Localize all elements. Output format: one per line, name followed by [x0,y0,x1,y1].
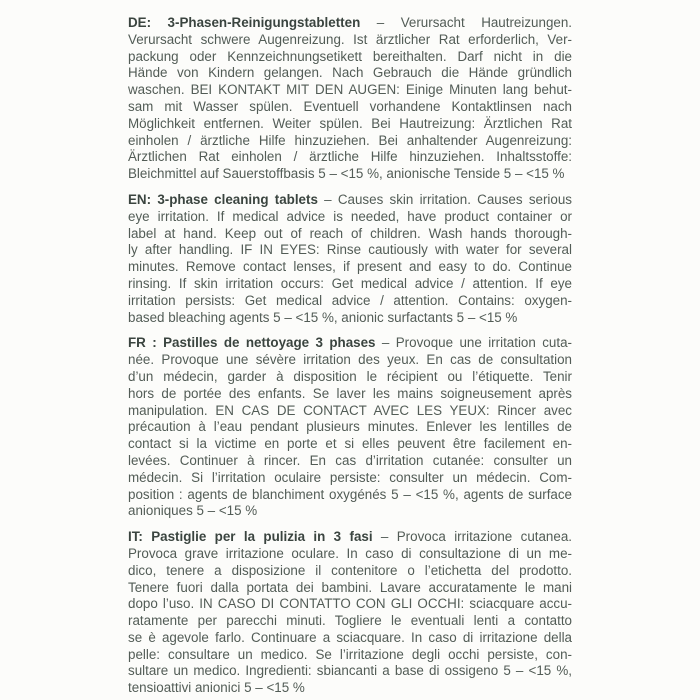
section-en [128,192,572,326]
text-line: DE: 3-Phasen-Reinigungstabletten – Verursacht Hautreizungen. [128,15,573,30]
text-line: contact si la victime en porte et si elles peuvent être facilement en- [128,436,572,452]
text-line: Verursacht schwere Augenreizung. Ist ärztlicher Rat erforderlich, Ver- [128,31,572,47]
text-line: sultare un medico. Ingredienti: sbiancanti a base di ossigeno 5 – <15 %, [128,663,572,679]
text-line: einholen / ärztliche Hilfe hinzuziehen. Bei anhaltender Augenreizung: [128,132,572,148]
label-text-column [128,15,572,700]
text-line: label at hand. Keep out of reach of children. Wash hands thorough- [128,225,572,241]
text-line: minutes. Remove contact lenses, if present and easy to do. Continue [128,259,572,275]
text-line: based bleaching agents 5 – <15 %, anionic surfactants 5 – <15 % [128,309,518,325]
text-line: pelle: consultare un medico. Se l’irritazione degli occhi persiste, con- [128,646,572,662]
text-line: Bleichmittel auf Sauerstoffbasis 5 – <15 %, anionische Tenside 5 – <15 % [128,166,565,182]
text-line: irritation persists: Get medical advice / attention. Contains: oxygen- [128,292,572,308]
text-line: Hände von Kindern gelangen. Nach Gebrauch die Hände gründlich [128,65,572,81]
text-line: ratamente per parecchi minuti. Togliere le eventuali lenti a contatto [128,613,572,629]
text-line: précaution à l’eau pendant plusieurs minutes. Enlever les lentilles de [128,419,572,435]
text-line: rinsing. If skin irritation occurs: Get medical advice / attention. If eye [128,275,572,291]
text-line: levées. Continuer à rincer. En cas d’irritation cutanée: consulter un [128,452,572,468]
text-line: dopo l’uso. IN CASO DI CONTATTO CON GLI OCCHI: sciacquare accu- [128,596,572,612]
text-line: eye irritation. If medical advice is needed, have product container or [128,208,572,224]
text-line: médecin. Si l’irritation oculaire persiste: consulter un médecin. Com- [128,469,572,485]
text-line: d’un médecin, garder à disposition le récipient ou l’étiquette. Tenir [128,368,572,384]
text-line: Tenere fuori dalla portata dei bambini. Lavare accuratamente le mani [128,579,572,595]
text-line: hors de portée des enfants. Se laver les mains soigneusement après [128,385,572,401]
section-title-en: EN: 3-phase cleaning tablets [128,191,318,207]
text-line: FR : Pastilles de nettoyage 3 phases – Provoque une irritation cuta- [128,335,572,351]
text-line: Möglichkeit entfernen. Weiter spülen. Bei Hautreizung: Ärztlichen Rat [128,115,572,131]
section-fr [128,335,572,520]
text-line: position : agents de blanchiment oxygénés 5 – <15 %, agents de surface [128,486,572,502]
text-line: anioniques 5 – <15 % [128,503,258,519]
text-line: ly after handling. IF IN EYES: Rinse cautiously with water for several [128,242,572,258]
section-title-fr: FR : Pastilles de nettoyage 3 phases [128,335,376,351]
section-it [128,529,572,697]
text-line: née. Provoque une sévère irritation des yeux. En cas de consultation [128,352,572,368]
text-line: manipulation. EN CAS DE CONTACT AVEC LES YEUX: Rincer avec [128,402,572,418]
text-line: se è agevole farlo. Continuare a sciacquare. In caso di irritazione della [128,629,572,645]
text-line: Provoca grave irritazione oculare. In caso di consultazione di un me- [128,545,572,561]
section-title-de: DE: 3-Phasen-Reinigungstabletten [128,15,361,30]
text-line: packung oder Kennzeichnungsetikett bereithalten. Darf nicht in die [128,48,572,64]
section-title-it: IT: Pastiglie per la pulizia in 3 fasi [128,529,373,545]
text-line: dico, tenere a disposizione il contenitore o l’etichetta del prodotto. [128,562,572,578]
text-line: EN: 3-phase cleaning tablets – Causes skin irritation. Causes serious [128,191,572,207]
text-line: tensioattivi anionici 5 – <15 % [128,680,305,696]
text-line: waschen. BEI KONTAKT MIT DEN AUGEN: Einige Minuten lang behut- [128,82,572,98]
text-line: Ärztlichen Rat einholen / ärztliche Hilfe hinzuziehen. Inhaltsstoffe: [128,149,572,165]
text-line: IT: Pastiglie per la pulizia in 3 fasi – Provoca irritazione cutanea. [128,529,572,545]
text-line: sam mit Wasser spülen. Eventuell vorhandene Kontaktlinsen nach [128,98,572,114]
section-de [128,15,572,183]
